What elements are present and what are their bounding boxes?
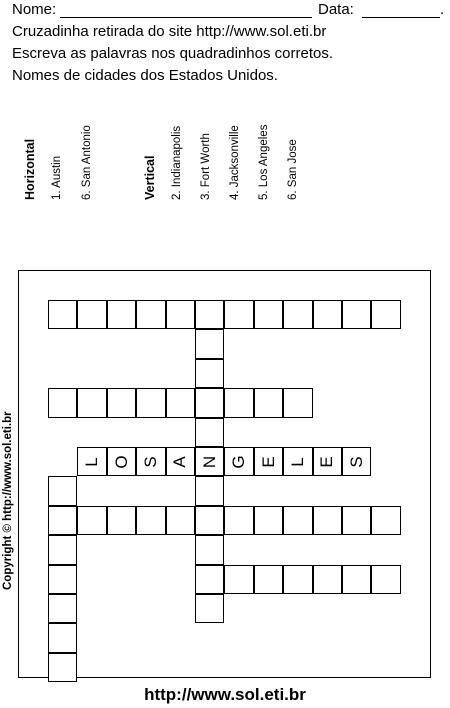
crossword-cell[interactable] [371, 565, 400, 594]
crossword-cell[interactable] [107, 300, 136, 329]
crossword-cell[interactable] [224, 506, 253, 535]
footer-url: http://www.sol.eti.br [144, 685, 306, 704]
crossword-cell[interactable] [48, 623, 77, 652]
source-line: Cruzadinha retirada do site http://www.sol.eti.br [12, 23, 327, 40]
crossword-cell[interactable] [283, 388, 312, 417]
crossword-cell[interactable] [48, 388, 77, 417]
crossword-cell[interactable] [77, 300, 106, 329]
filled-letter: G [229, 455, 249, 469]
vertical-clue: 6. San Jose [287, 139, 299, 200]
filled-letter: A [170, 456, 190, 468]
horizontal-clue: 1. Austin [51, 155, 63, 200]
crossword-cell[interactable] [48, 653, 77, 682]
filled-letter: O [111, 455, 131, 469]
crossword-cell[interactable] [77, 388, 106, 417]
crossword-cell[interactable] [136, 506, 165, 535]
crossword-cell[interactable] [195, 388, 224, 417]
name-label: Nome: [12, 1, 57, 18]
crossword-cell[interactable] [254, 506, 283, 535]
crossword-cell[interactable] [342, 506, 371, 535]
crossword-cell[interactable] [136, 300, 165, 329]
crossword-cell[interactable] [136, 388, 165, 417]
filled-letter: L [287, 456, 307, 467]
crossword-cell[interactable] [254, 300, 283, 329]
date-label: Data: [318, 1, 354, 18]
filled-letter: E [317, 456, 337, 468]
crossword-cell[interactable] [283, 506, 312, 535]
crossword-cell[interactable] [48, 565, 77, 594]
crossword-cell[interactable] [107, 506, 136, 535]
vertical-clue: 2. Indianapolis [171, 125, 183, 200]
vertical-title: Vertical [143, 155, 157, 200]
crossword-cell[interactable] [195, 506, 224, 535]
crossword-cell[interactable] [195, 329, 224, 358]
crossword-cell[interactable] [313, 506, 342, 535]
crossword-cell[interactable] [195, 535, 224, 564]
crossword-cell[interactable] [283, 300, 312, 329]
date-period: . [440, 1, 445, 18]
crossword-cell[interactable] [48, 506, 77, 535]
crossword-cell[interactable] [48, 300, 77, 329]
crossword-cell[interactable] [313, 565, 342, 594]
crossword-cell[interactable] [371, 300, 400, 329]
instruction-line: Escreva as palavras nos quadradinhos corretos. [12, 45, 334, 62]
filled-letter: S [140, 456, 160, 468]
filled-letter: L [82, 456, 102, 467]
crossword-cell[interactable] [107, 388, 136, 417]
crossword-cell[interactable] [224, 565, 253, 594]
crossword-cell[interactable] [195, 359, 224, 388]
crossword-cell[interactable] [195, 300, 224, 329]
vertical-clue: 4. Jacksonville [229, 125, 241, 200]
filled-letter: E [258, 456, 278, 468]
crossword-cell[interactable] [254, 388, 283, 417]
filled-letter: S [346, 456, 366, 468]
vertical-clue: 5. Los Angeles [258, 124, 270, 200]
crossword-cell[interactable] [195, 565, 224, 594]
crossword-cell[interactable] [254, 565, 283, 594]
crossword-cell[interactable] [166, 506, 195, 535]
copyright-text: Copyright © http://www.sol.eti.br [2, 411, 14, 590]
crossword-cell[interactable] [195, 418, 224, 447]
vertical-clue: 3. Fort Worth [200, 133, 212, 200]
horizontal-title: Horizontal [23, 138, 37, 200]
crossword-cell[interactable] [48, 535, 77, 564]
crossword-cell[interactable] [166, 388, 195, 417]
theme-line: Nomes de cidades dos Estados Unidos. [12, 67, 278, 84]
crossword-cell[interactable] [48, 476, 77, 505]
filled-letter: N [199, 455, 219, 468]
crossword-cell[interactable] [195, 594, 224, 623]
crossword-cell[interactable] [224, 388, 253, 417]
crossword-cell[interactable] [313, 300, 342, 329]
crossword-cell[interactable] [283, 565, 312, 594]
crossword-cell[interactable] [371, 506, 400, 535]
crossword-cell[interactable] [342, 565, 371, 594]
crossword-cell[interactable] [224, 300, 253, 329]
crossword-cell[interactable] [195, 476, 224, 505]
crossword-cell[interactable] [77, 506, 106, 535]
horizontal-clue: 6. San Antonio [81, 125, 93, 200]
crossword-cell[interactable] [166, 300, 195, 329]
crossword-cell[interactable] [342, 300, 371, 329]
crossword-cell[interactable] [48, 594, 77, 623]
